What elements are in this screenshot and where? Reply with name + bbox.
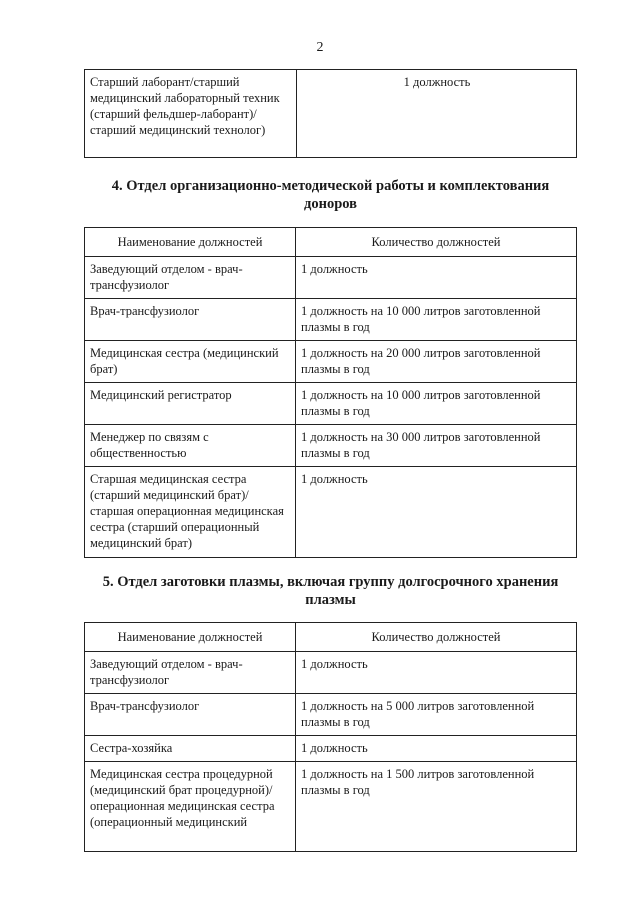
section-4-title: 4. Отдел организационно-методической работы и комплектования доноров — [111, 178, 550, 212]
count-cell: 1 должность на 10 000 литров заготовленной плазмы в год — [296, 383, 577, 425]
section-5-title: 5. Отдел заготовки плазмы, включая группу долгосрочного хранения плазмы — [102, 574, 559, 608]
header-position: Наименование должностей — [85, 228, 296, 257]
count-cell: 1 должность — [296, 467, 577, 558]
table-row — [85, 299, 577, 341]
table-row — [85, 736, 577, 762]
table-header-row — [85, 228, 577, 257]
page-number: 2 — [316, 40, 324, 55]
count-cell: 1 должность — [296, 736, 577, 762]
table-row — [85, 467, 577, 558]
position-cell: Медицинский регистратор — [85, 383, 296, 425]
count-cell: 1 должность на 30 000 литров заготовленной плазмы в год — [296, 425, 577, 467]
header-count: Количество должностей — [296, 228, 577, 257]
count-cell: 1 должность — [297, 70, 577, 158]
section-4-table — [84, 227, 577, 558]
table-row — [85, 425, 577, 467]
count-cell: 1 должность на 20 000 литров заготовленной плазмы в год — [296, 341, 577, 383]
position-cell: Заведующий отделом - врач-трансфузиолог — [85, 257, 296, 299]
count-cell: 1 должность на 5 000 литров заготовленной плазмы в год — [296, 694, 577, 736]
position-cell: Заведующий отделом - врач-трансфузиолог — [85, 652, 296, 694]
table-row — [85, 694, 577, 736]
count-cell: 1 должность — [296, 257, 577, 299]
table-row — [85, 341, 577, 383]
continuation-table — [84, 69, 577, 158]
position-cell: Медицинская сестра процедурной (медицинский брат процедурной)/операционная медицинская сестра (операционный медицинский — [85, 762, 296, 852]
table-row — [85, 383, 577, 425]
position-cell: Медицинская сестра (медицинский брат) — [85, 341, 296, 383]
position-cell: Врач-трансфузиолог — [85, 299, 296, 341]
section-5-table — [84, 622, 577, 852]
count-cell: 1 должность — [296, 652, 577, 694]
position-cell: Сестра-хозяйка — [85, 736, 296, 762]
position-cell: Врач-трансфузиолог — [85, 694, 296, 736]
table-row — [85, 762, 577, 852]
count-cell: 1 должность на 1 500 литров заготовленной плазмы в год — [296, 762, 577, 852]
table-header-row — [85, 623, 577, 652]
count-cell: 1 должность на 10 000 литров заготовленной плазмы в год — [296, 299, 577, 341]
table-row — [85, 257, 577, 299]
position-cell: Менеджер по связям с общественностью — [85, 425, 296, 467]
position-cell: Старшая медицинская сестра (старший медицинский брат)/ старшая операционная медицинская сестра (старший операционный медицинский брат) — [85, 467, 296, 558]
table-row — [85, 652, 577, 694]
header-count: Количество должностей — [296, 623, 577, 652]
header-position: Наименование должностей — [85, 623, 296, 652]
position-cell: Старший лаборант/старший медицинский лабораторный техник (старший фельдшер-лаборант)/старший медицинский технолог) — [85, 70, 297, 158]
table-row — [85, 70, 577, 158]
